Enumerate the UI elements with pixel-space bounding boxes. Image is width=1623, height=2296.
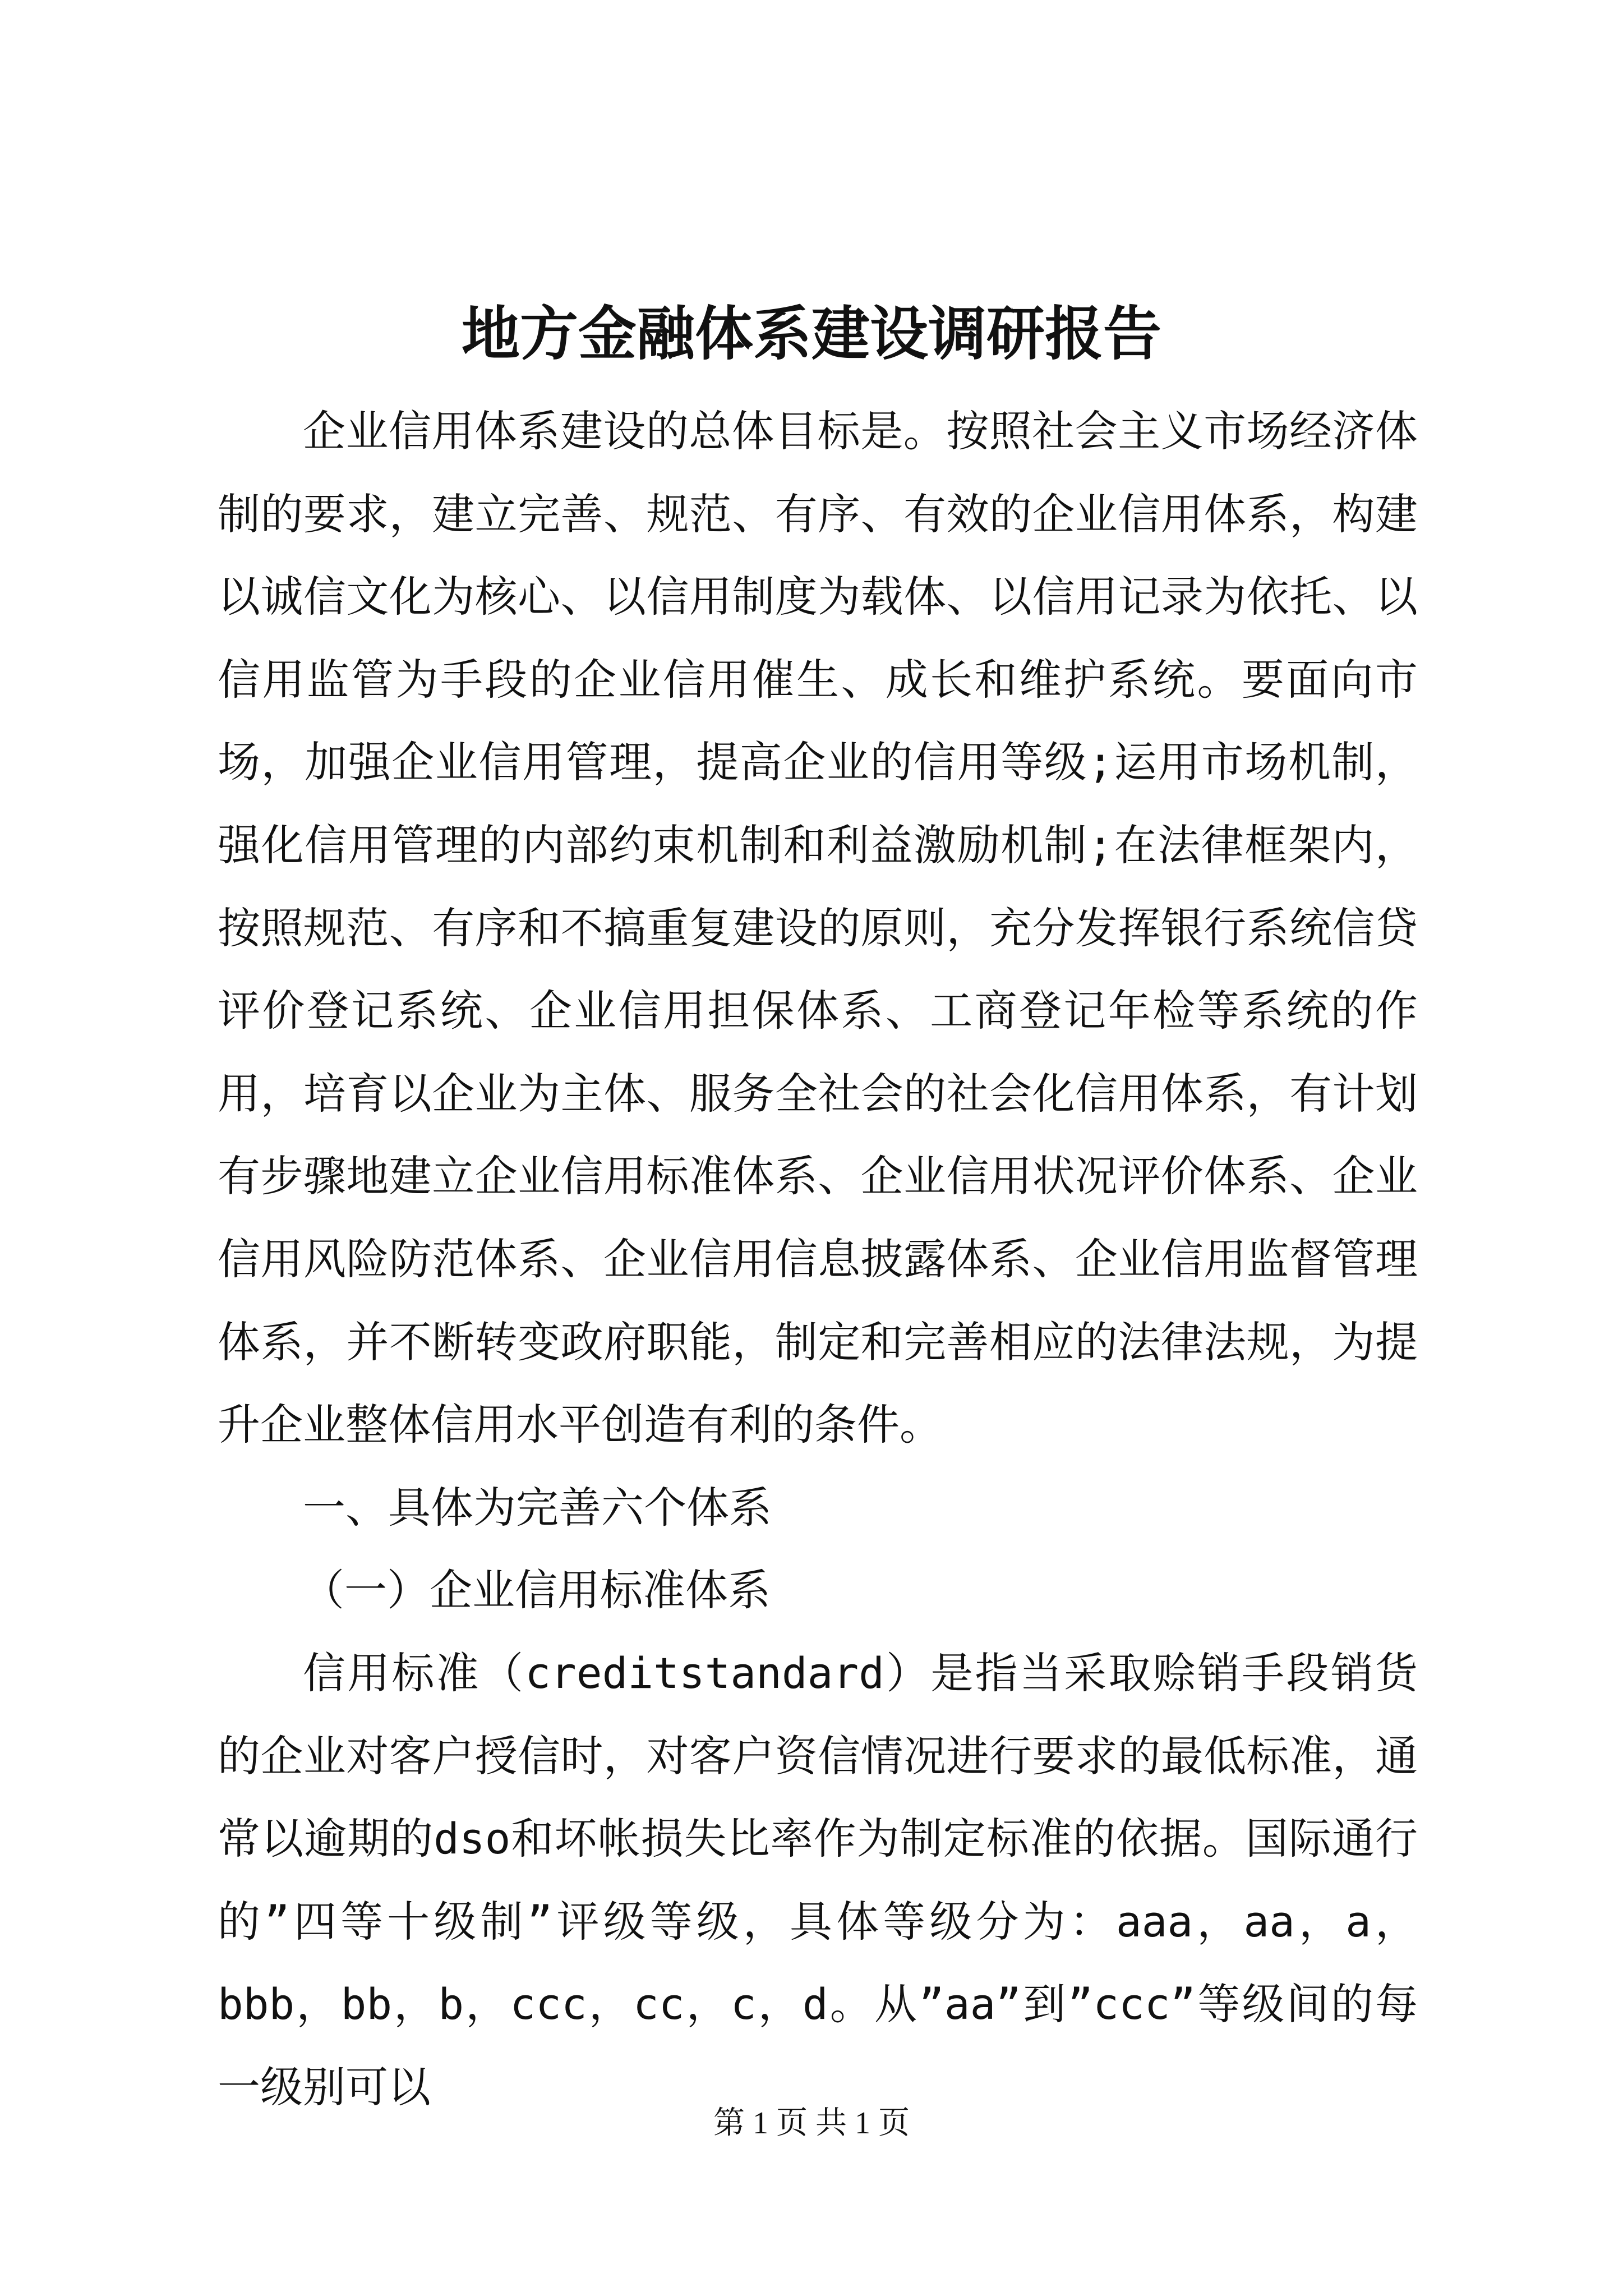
document-body [218, 390, 1418, 2128]
subsection-heading: （一）企业信用标准体系 [302, 1565, 771, 1616]
paragraph-credit-standard: 信用标准（creditstandard）是指当采取赊销手段销货的企业对客户授信时，对客户资信情况进行要求的最低标准，通常以逾期的dso和坏帐损失比率作为制定标准的依据。国际通行的”四等十级制”评级等级，具体等级分为：aaa，aa，a，bbb，bb，b，ccc，cc，c，d。从”aa”到”ccc”等级间的每一级别可以 [218, 1648, 1418, 2112]
page-footer: 第 1 页 共 1 页 [713, 2106, 910, 2141]
paragraph-intro: 企业信用体系建设的总体目标是。按照社会主义市场经济体制的要求，建立完善、规范、有序、有效的企业信用体系，构建以诚信文化为核心、以信用制度为载体、以信用记录为依托、以信用监管为手段的企业信用催生、成长和维护系统。要面向市场，加强企业信用管理，提高企业的信用等级;运用市场机制，强化信用管理的内部约束机制和利益激励机制;在法律框架内，按照规范、有序和不搞重复建设的原则，充分发挥银行系统信贷评价登记系统、企业信用担保体系、工商登记年检等系统的作用，培育以企业为主体、服务全社会的社会化信用体系，有计划有步骤地建立企业信用标准体系、企业信用状况评价体系、企业信用风险防范体系、企业信用信息披露体系、企业信用监督管理体系，并不断转变政府职能，制定和完善相应的法律法规，为提升企业整体信用水平创造有利的条件。 [218, 406, 1418, 1450]
section-heading: 一、具体为完善六个体系 [303, 1482, 772, 1533]
document-title: 地方金融体系建设调研报告 [461, 299, 1161, 368]
